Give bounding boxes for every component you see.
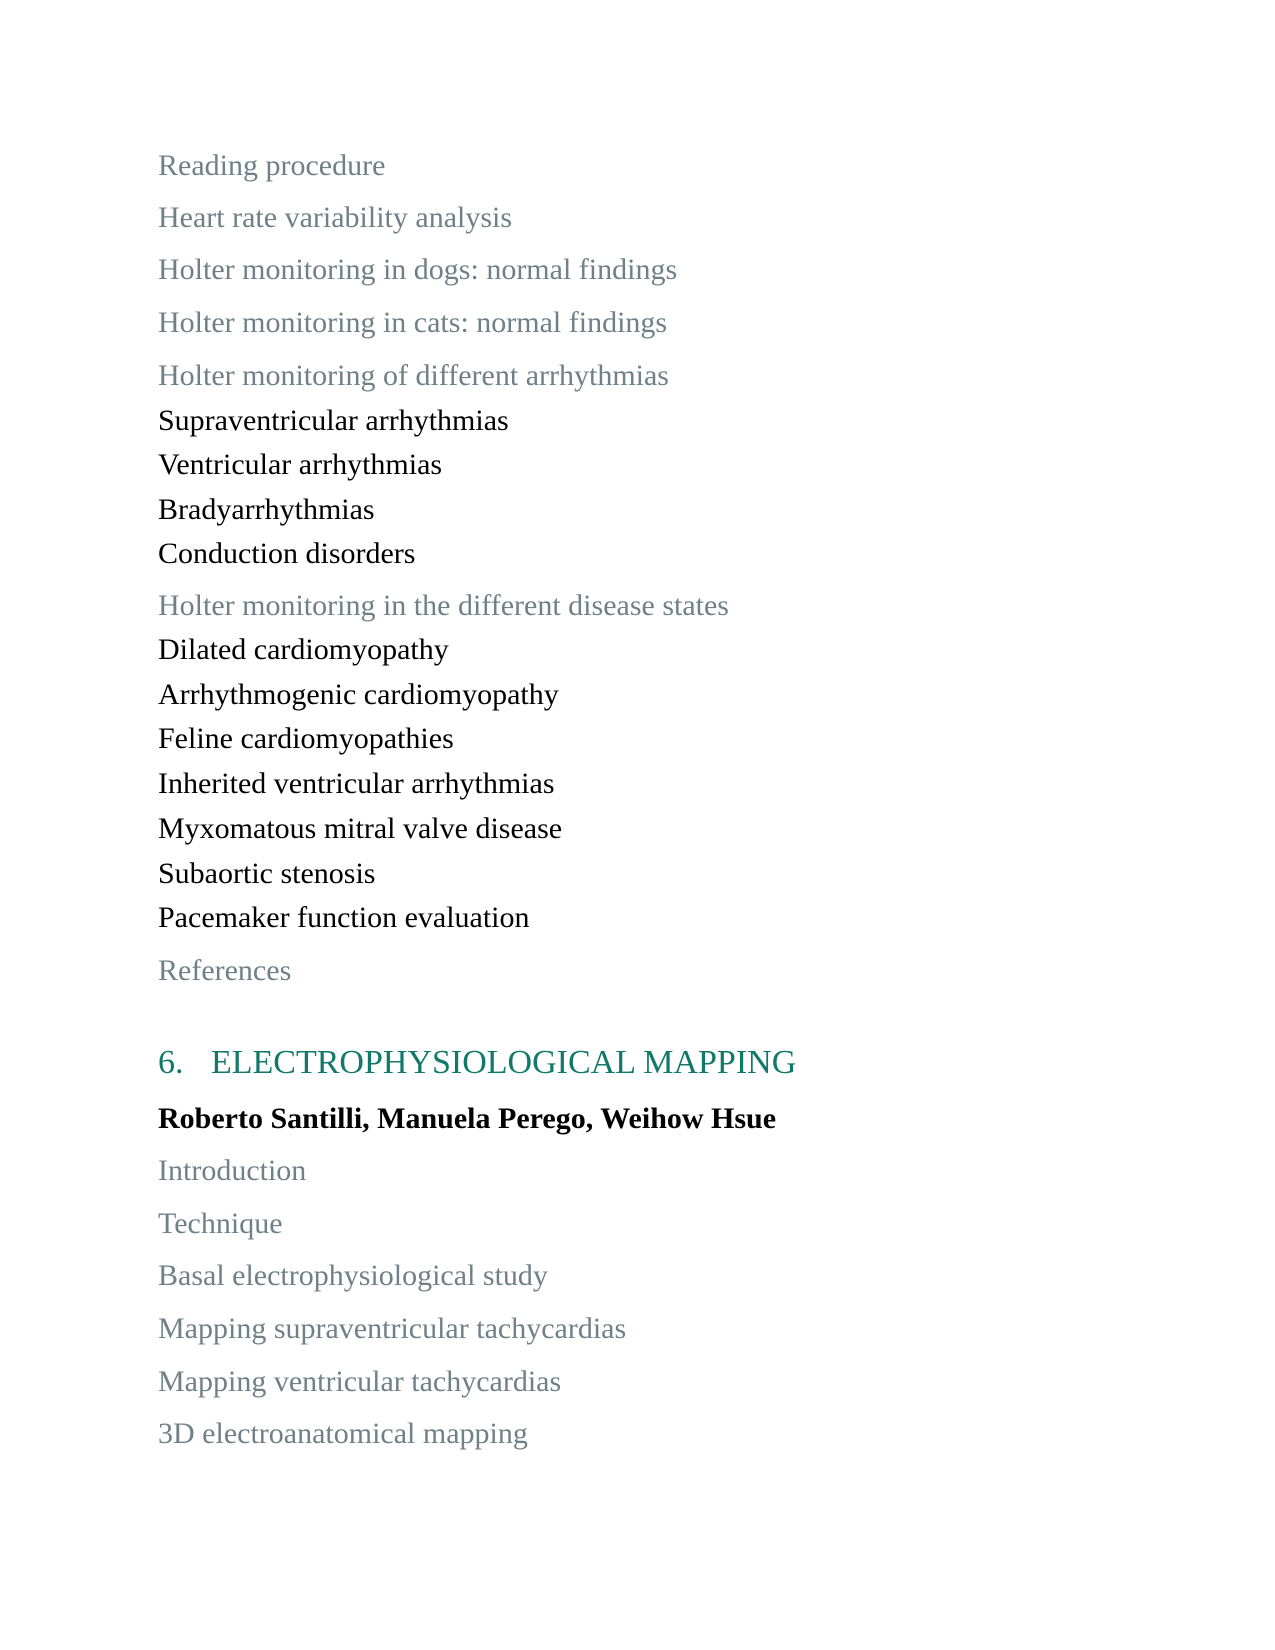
toc-section[interactable]: Basal electrophysiological study bbox=[158, 1259, 548, 1292]
chapter-heading[interactable] bbox=[158, 1043, 796, 1083]
chapter-number: 6. bbox=[158, 1044, 184, 1081]
toc-subsection: Myxomatous mitral valve disease bbox=[158, 812, 563, 845]
toc-section[interactable]: Mapping supraventricular tachycardias bbox=[158, 1312, 627, 1345]
toc-subsection: Pacemaker function evaluation bbox=[158, 901, 530, 934]
toc-subsection: Inherited ventricular arrhythmias bbox=[158, 767, 555, 800]
toc-subsection: Ventricular arrhythmias bbox=[158, 448, 443, 481]
toc-section[interactable]: Holter monitoring in the different disease states bbox=[158, 589, 729, 622]
toc-section[interactable]: 3D electroanatomical mapping bbox=[158, 1417, 528, 1450]
toc-subsection: Bradyarrhythmias bbox=[158, 493, 375, 526]
toc-subsection: Supraventricular arrhythmias bbox=[158, 404, 509, 437]
toc-section[interactable]: Introduction bbox=[158, 1154, 307, 1187]
toc-subsection: Subaortic stenosis bbox=[158, 857, 376, 890]
toc-subsection: Conduction disorders bbox=[158, 537, 416, 570]
toc-section[interactable]: Technique bbox=[158, 1207, 283, 1240]
toc-section[interactable]: Holter monitoring in cats: normal findings bbox=[158, 306, 668, 339]
toc-section[interactable]: Reading procedure bbox=[158, 149, 386, 182]
toc-section[interactable]: Holter monitoring in dogs: normal findings bbox=[158, 253, 678, 286]
toc-section[interactable]: Mapping ventricular tachycardias bbox=[158, 1365, 562, 1398]
toc-subsection: Arrhythmogenic cardiomyopathy bbox=[158, 678, 559, 711]
toc-subsection: Dilated cardiomyopathy bbox=[158, 633, 449, 666]
chapter-title: ELECTROPHYSIOLOGICAL MAPPING bbox=[211, 1044, 797, 1081]
toc-section[interactable]: References bbox=[158, 954, 292, 987]
toc-section[interactable]: Holter monitoring of different arrhythmias bbox=[158, 359, 669, 392]
toc-subsection: Feline cardiomyopathies bbox=[158, 722, 454, 755]
toc-section[interactable]: Heart rate variability analysis bbox=[158, 201, 513, 234]
chapter-authors: Roberto Santilli, Manuela Perego, Weihow Hsue bbox=[158, 1102, 777, 1135]
